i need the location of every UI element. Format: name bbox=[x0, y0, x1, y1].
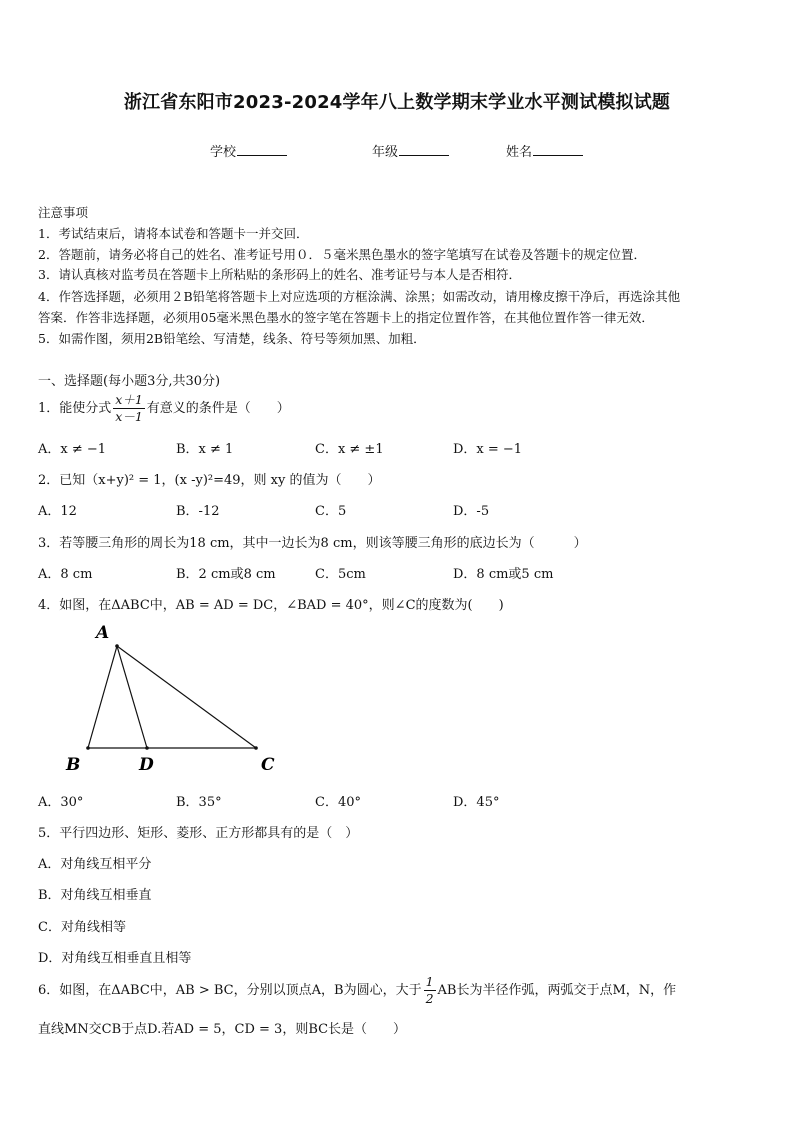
notice-item-2: 2．答题前，请务必将自己的姓名、准考证号用０．５毫米黑色墨水的签字笔填写在试卷及答题卡的规定位置． bbox=[38, 247, 646, 262]
question-6 bbox=[38, 973, 676, 1009]
q3-option-c: C．5cm bbox=[315, 567, 366, 582]
q2-option-d: D．-5 bbox=[453, 504, 490, 519]
q4-option-b: B．35° bbox=[176, 795, 222, 810]
segment-ab bbox=[88, 646, 117, 748]
q3-option-b: B．2 cm或8 cm bbox=[176, 567, 276, 582]
notice-item-4: 4．作答选择题，必须用２B铅笔将答题卡上对应选项的方框涂满、涂黑；如需改动，请用橡皮擦干净后，再选涂其他 bbox=[38, 289, 681, 304]
segment-ad bbox=[117, 646, 147, 748]
question-6-line-2: 直线MN交CB于点D.若AD = 5，CD = 3，则BC长是（ ） bbox=[38, 1022, 407, 1037]
q6-denominator: 2 bbox=[425, 991, 434, 1006]
q3-option-d: D．8 cm或5 cm bbox=[453, 567, 554, 582]
name-blank bbox=[533, 143, 583, 156]
q1-option-a: A．x ≠ −1 bbox=[38, 442, 107, 457]
question-1 bbox=[38, 391, 290, 427]
notice-item-5: 5．如需作图，须用2B铅笔绘、写清楚，线条、符号等须加黑、加粗． bbox=[38, 331, 426, 346]
point-c bbox=[254, 746, 258, 750]
triangle-figure bbox=[55, 618, 295, 783]
name-label: 姓名 bbox=[506, 145, 533, 160]
school-field bbox=[210, 141, 287, 160]
q4-option-c: C．40° bbox=[315, 795, 361, 810]
label-c: C bbox=[261, 755, 275, 775]
q6-prefix: 6．如图，在ΔABC中，AB > BC，分别以顶点A，B为圆心，大于 bbox=[38, 983, 422, 998]
school-blank bbox=[237, 143, 287, 156]
label-b: B bbox=[66, 755, 81, 775]
point-b bbox=[86, 746, 90, 750]
q5-option-b: B．对角线互相垂直 bbox=[38, 888, 152, 903]
page-title: 浙江省东阳市2023-2024学年八上数学期末学业水平测试模拟试题 bbox=[123, 92, 671, 113]
q3-option-a: A．8 cm bbox=[38, 567, 93, 582]
question-3: 3．若等腰三角形的周长为18 cm，其中一边长为8 cm，则该等腰三角形的底边长为（ ） bbox=[38, 536, 587, 551]
q1-numerator: x＋1 bbox=[115, 392, 143, 407]
grade-blank bbox=[399, 143, 449, 156]
notice-item-4-cont: 答案．作答非选择题，必须用05毫米黑色墨水的签字笔在答题卡上的指定位置作答，在其他位置作答一律无效． bbox=[38, 310, 654, 325]
q2-option-a: A．12 bbox=[38, 504, 77, 519]
q1-denominator: x－1 bbox=[115, 409, 143, 424]
q2-option-c: C．5 bbox=[315, 504, 347, 519]
q2-option-b: B．-12 bbox=[176, 504, 220, 519]
section-heading: 一、选择题(每小题3分,共30分) bbox=[38, 374, 221, 389]
question-2: 2．已知（x+y)² = 1，(x -y)²=49，则 xy 的值为（ ） bbox=[38, 473, 381, 488]
q6-fraction bbox=[424, 974, 436, 1007]
point-d bbox=[145, 746, 149, 750]
q5-option-d: D．对角线互相垂直且相等 bbox=[38, 951, 192, 966]
notice-item-1: 1．考试结束后，请将本试卷和答题卡一并交回． bbox=[38, 226, 309, 241]
q5-option-c: C．对角线相等 bbox=[38, 920, 126, 935]
q1-option-b: B．x ≠ 1 bbox=[176, 442, 234, 457]
q1-suffix: 有意义的条件是（ ） bbox=[146, 401, 290, 416]
q1-option-c: C．x ≠ ±1 bbox=[315, 442, 384, 457]
q1-prefix: 1．能使分式 bbox=[38, 401, 112, 416]
question-4: 4．如图，在ΔABC中，AB = AD = DC，∠BAD = 40°，则∠C的度数为( ) bbox=[38, 598, 504, 613]
segment-ac bbox=[117, 646, 256, 748]
q5-option-a: A．对角线互相平分 bbox=[38, 857, 152, 872]
q1-option-d: D．x = −1 bbox=[453, 442, 523, 457]
q6-suffix: AB长为半径作弧，两弧交于点M，N，作 bbox=[437, 983, 677, 998]
question-5: 5．平行四边形、矩形、菱形、正方形都具有的是（ ） bbox=[38, 826, 359, 841]
school-label: 学校 bbox=[210, 145, 237, 160]
label-a: A bbox=[96, 623, 110, 643]
grade-label: 年级 bbox=[372, 145, 399, 160]
q4-option-d: D．45° bbox=[453, 795, 500, 810]
q4-option-a: A．30° bbox=[38, 795, 84, 810]
grade-field bbox=[372, 141, 449, 160]
notice-item-3: 3．请认真核对监考员在答题卡上所粘贴的条形码上的姓名、准考证号与本人是否相符． bbox=[38, 267, 521, 282]
name-field bbox=[506, 141, 583, 160]
notice-heading: 注意事项 bbox=[38, 205, 89, 220]
q6-numerator: 1 bbox=[425, 974, 434, 989]
q1-fraction bbox=[113, 392, 145, 425]
point-a bbox=[115, 644, 119, 648]
label-d: D bbox=[139, 755, 154, 775]
